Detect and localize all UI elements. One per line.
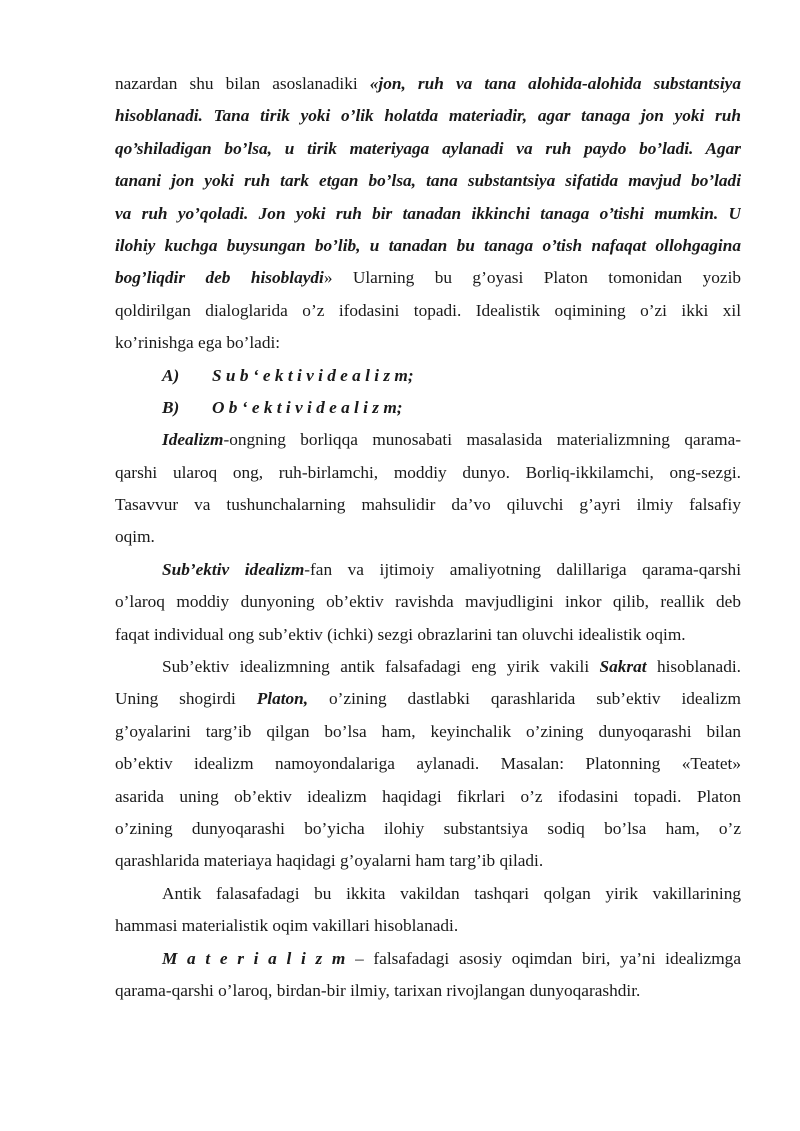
paragraph-subjective-idealism: [115, 554, 741, 651]
text-line: [115, 683, 741, 715]
text-line: faqat individual ong sub’ektiv (ichki) sezgi obrazlarini tan oluvchi idealistik oqim.: [115, 624, 686, 644]
text-line: oqim.: [115, 527, 155, 547]
text-line: [115, 262, 741, 294]
list-item-text: O b ‘ e k t i v i d e a l i z m;: [212, 397, 403, 417]
term: Platon,: [256, 689, 309, 709]
idealism-types-list: [115, 360, 741, 425]
text-run: – falsafadagi asosiy oqimdan biri, ya’ni idealizmga: [345, 948, 741, 968]
paragraph-idealism-definition: [115, 424, 741, 554]
term: Sakrat: [599, 657, 647, 677]
text-line: qarshi ularoq ong, ruh-birlamchi, moddiy dunyo. Borliq-ikkilamchi, ong-sezgi.: [115, 462, 741, 482]
text-line: qarama-qarshi o’laroq, birdan-bir ilmiy, tarixan rivojlangan dunyoqarashdir.: [115, 980, 641, 1000]
text-line: qo’shiladigan bo’lsa, u tirik materiyaga aylanadi va ruh paydo bo’ladi. Agar: [115, 138, 741, 158]
paragraph-materialism-definition: [115, 943, 741, 1008]
text-line: Antik falasafadagi bu ikkita vakildan tashqari qolgan yirik vakillarining: [162, 883, 741, 903]
text-line: o’laroq moddiy dunyoning ob’ektiv ravishda mavjudligini inkor qilib, reallik deb: [115, 592, 741, 612]
text-line: [115, 554, 741, 586]
quote-run: bog’liqdir deb hisoblaydi: [115, 268, 324, 288]
text-line: [115, 651, 741, 683]
text-line: tanani jon yoki ruh tark etgan bo’lsa, tana substantsiya sifatida mavjud bo’ladi: [115, 171, 741, 191]
paragraph-sakrat-platon: [115, 651, 741, 878]
text-run: Uning shogirdi: [115, 689, 257, 709]
text-line: ilohiy kuchga buysungan bo’lib, u tanadan bu tanaga o’tish nafaqat ollohgagina: [115, 235, 741, 255]
document-page: [115, 68, 741, 1007]
text-line: [115, 68, 741, 100]
text-run: -ongning borliqqa munosabati masalasida materializmning qarama-: [223, 430, 741, 450]
text-line: asarida uning ob’ektiv idealizm haqidagi fikrlari o’z ifodasini topadi. Platon: [115, 786, 741, 806]
list-marker: A): [162, 365, 180, 385]
text-run: nazardan shu bilan asoslanadiki: [115, 74, 370, 93]
term: M a t e r i a l i z m: [162, 948, 346, 968]
text-line: ob’ektiv idealizm namoyondalariga aylanadi. Masalan: Platonning «Teatet»: [115, 754, 741, 774]
text-line: qoldirilgan dialoglarida o’z ifodasini topadi. Idealistik oqimining o’zi ikki xil: [115, 300, 741, 320]
text-line: ko’rinishga ega bo’ladi:: [115, 333, 281, 353]
text-line: va ruh yo’qoladi. Jon yoki ruh bir tanadan ikkinchi tanaga o’tishi mumkin. U: [115, 203, 741, 223]
list-item-text: S u b ‘ e k t i v i d e a l i z m;: [212, 365, 414, 385]
paragraph-quote: [115, 68, 741, 360]
list-marker: B): [162, 397, 180, 417]
text-line: hisoblanadi. Tana tirik yoki o’lik holatda materiadir, agar tanaga jon yoki ruh: [115, 106, 741, 126]
text-line: hammasi materialistik oqim vakillari hisoblanadi.: [115, 916, 459, 936]
text-run: -fan va ijtimoiy amaliyotning dalillariga qarama-qarshi: [304, 559, 741, 579]
text-line: o’zining dunyoqarashi bo’yicha ilohiy substantsiya sodiq bo’lsa ham, o’z: [115, 818, 741, 838]
list-item: [115, 392, 741, 424]
text-line: Tasavvur va tushunchalarning mahsulidir da’vo qiluvchi g’ayri ilmiy falsafiy: [115, 495, 741, 515]
term: Idealizm: [162, 430, 224, 450]
text-line: [115, 424, 741, 456]
paragraph-materialists: [115, 878, 741, 943]
text-run: o’zining dastlabki qarashlarida sub’ektiv idealizm: [308, 689, 741, 709]
text-run: Sub’ektiv idealizmning antik falsafadagi eng yirik vakili: [162, 657, 600, 677]
term: Sub’ektiv idealizm: [162, 559, 305, 579]
list-item: [115, 360, 741, 392]
text-run: » Ularning bu g’oyasi Platon tomonidan yozib: [323, 268, 741, 288]
text-line: g’oyalarini targ’ib qilgan bo’lsa ham, keyinchalik o’zining dunyoqarashi bilan: [115, 721, 741, 741]
text-line: qarashlarida materiaya haqidagi g’oyalarni ham targ’ib qiladi.: [115, 851, 544, 871]
text-line: [115, 943, 741, 975]
quote-run: «jon, ruh va tana alohida-alohida substantsiya: [369, 74, 741, 93]
text-run: hisoblanadi.: [646, 657, 741, 677]
